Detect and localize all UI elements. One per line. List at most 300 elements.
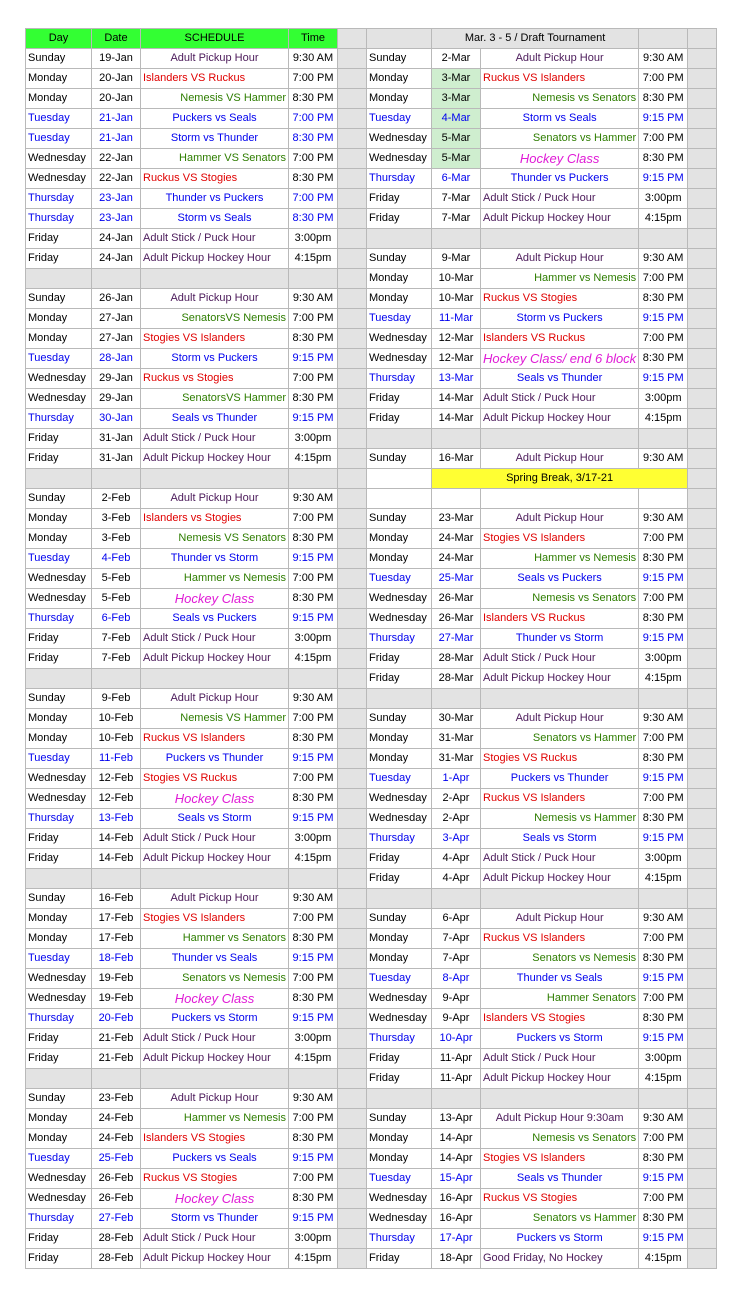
schedule-row — [26, 969, 717, 989]
schedule-row — [26, 1149, 717, 1169]
gap-cell — [688, 189, 717, 209]
gap-cell — [338, 389, 367, 409]
event-cell: Puckers vs Thunder — [481, 769, 639, 789]
time-cell: 7:00 PM — [289, 1109, 338, 1129]
gap-cell — [688, 629, 717, 649]
date-cell: 22-Jan — [92, 149, 141, 169]
schedule-row — [26, 1029, 717, 1049]
time-cell: 8:30 PM — [289, 389, 338, 409]
schedule-row — [26, 689, 717, 709]
gap-cell — [688, 229, 717, 249]
schedule-row — [26, 1009, 717, 1029]
day-cell: Wednesday — [367, 989, 432, 1009]
time-cell: 3:00pm — [289, 429, 338, 449]
time-cell: 4:15pm — [289, 1249, 338, 1269]
day-cell: Friday — [367, 649, 432, 669]
day-cell: Sunday — [367, 909, 432, 929]
day-cell: Sunday — [26, 489, 92, 509]
day-cell: Tuesday — [26, 109, 92, 129]
time-cell: 3:00pm — [289, 829, 338, 849]
gap-cell — [688, 269, 717, 289]
time-cell: 7:00 PM — [289, 569, 338, 589]
schedule-row — [26, 1089, 717, 1109]
date-cell: 30-Mar — [432, 709, 481, 729]
time-cell: 7:00 PM — [639, 929, 688, 949]
date-cell: 11-Mar — [432, 309, 481, 329]
event-cell: Hockey Class — [141, 989, 289, 1009]
gap-cell — [688, 329, 717, 349]
schedule-row — [26, 1049, 717, 1069]
date-cell: 5-Feb — [92, 569, 141, 589]
gap-cell — [338, 1149, 367, 1169]
time-cell: 9:15 PM — [289, 549, 338, 569]
blank-cell — [367, 429, 432, 449]
date-cell: 3-Feb — [92, 529, 141, 549]
blank-cell — [289, 1069, 338, 1089]
event-cell: Adult Stick / Puck Hour — [481, 1049, 639, 1069]
event-cell: Adult Pickup Hour — [481, 709, 639, 729]
event-cell: Adult Pickup Hockey Hour — [481, 669, 639, 689]
day-cell: Friday — [26, 629, 92, 649]
day-cell: Friday — [367, 189, 432, 209]
schedule-row — [26, 49, 717, 69]
gap-cell — [338, 1209, 367, 1229]
event-cell: Puckers vs Storm — [141, 1009, 289, 1029]
event-cell: Seals vs Puckers — [141, 609, 289, 629]
event-cell: Senators vs Hammer — [481, 1209, 639, 1229]
date-cell: 2-Feb — [92, 489, 141, 509]
schedule-row — [26, 869, 717, 889]
gap-cell — [338, 189, 367, 209]
date-cell: 31-Jan — [92, 449, 141, 469]
date-cell: 24-Feb — [92, 1129, 141, 1149]
schedule-row — [26, 729, 717, 749]
schedule-row — [26, 709, 717, 729]
date-cell: 28-Mar — [432, 649, 481, 669]
schedule-row — [26, 549, 717, 569]
header-date: Date — [92, 29, 141, 49]
event-cell: Senators vs Nemesis — [481, 949, 639, 969]
time-cell: 3:00pm — [639, 849, 688, 869]
date-cell: 7-Feb — [92, 649, 141, 669]
event-cell: Hammer vs Nemesis — [481, 549, 639, 569]
date-cell: 2-Apr — [432, 789, 481, 809]
event-cell: Hockey Class — [481, 149, 639, 169]
gap-cell — [338, 829, 367, 849]
gap-cell — [338, 149, 367, 169]
blank-cell — [92, 469, 141, 489]
time-cell: 9:15 PM — [639, 769, 688, 789]
event-cell: Hammer vs Nemesis — [141, 569, 289, 589]
gap-cell — [688, 929, 717, 949]
time-cell: 8:30 PM — [289, 729, 338, 749]
schedule-row — [26, 269, 717, 289]
date-cell: 28-Mar — [432, 669, 481, 689]
gap-cell — [688, 1109, 717, 1129]
date-cell: 10-Feb — [92, 729, 141, 749]
gap-cell — [338, 569, 367, 589]
time-cell: 8:30 PM — [289, 89, 338, 109]
event-cell: Hammer vs Nemesis — [141, 1109, 289, 1129]
day-cell: Monday — [367, 929, 432, 949]
day-cell: Wednesday — [26, 389, 92, 409]
time-cell: 9:30 AM — [639, 709, 688, 729]
schedule-row — [26, 769, 717, 789]
day-cell: Monday — [26, 1129, 92, 1149]
time-cell: 9:15 PM — [639, 1169, 688, 1189]
day-cell: Wednesday — [26, 1189, 92, 1209]
date-cell: 30-Jan — [92, 409, 141, 429]
date-cell: 9-Apr — [432, 1009, 481, 1029]
time-cell: 8:30 PM — [289, 329, 338, 349]
gap-cell — [338, 249, 367, 269]
day-cell: Friday — [26, 1029, 92, 1049]
schedule-row — [26, 229, 717, 249]
event-cell: Hockey Class/ end 6 block — [481, 349, 639, 369]
day-cell: Wednesday — [367, 329, 432, 349]
event-cell: Hammer VS Senators — [141, 149, 289, 169]
time-cell: 9:15 PM — [289, 809, 338, 829]
time-cell: 7:00 PM — [289, 149, 338, 169]
gap-cell — [338, 1249, 367, 1269]
event-cell: Adult Pickup Hour — [481, 449, 639, 469]
gap-cell — [688, 649, 717, 669]
gap-cell — [688, 309, 717, 329]
event-cell: Adult Pickup Hockey Hour — [141, 1249, 289, 1269]
time-cell: 9:15 PM — [289, 949, 338, 969]
day-cell: Monday — [26, 509, 92, 529]
date-cell: 13-Feb — [92, 809, 141, 829]
schedule-row — [26, 789, 717, 809]
date-cell: 6-Feb — [92, 609, 141, 629]
time-cell: 8:30 PM — [639, 1009, 688, 1029]
date-cell: 21-Jan — [92, 109, 141, 129]
gap-cell — [338, 669, 367, 689]
gap-cell — [688, 969, 717, 989]
blank-cell — [26, 869, 92, 889]
day-cell: Wednesday — [367, 1209, 432, 1229]
event-cell: Adult Pickup Hour — [481, 509, 639, 529]
event-cell: Adult Pickup Hockey Hour — [141, 1049, 289, 1069]
gap-cell — [688, 689, 717, 709]
event-cell: Adult Pickup Hour — [141, 889, 289, 909]
day-cell: Wednesday — [367, 1009, 432, 1029]
gap-cell — [338, 709, 367, 729]
gap-cell — [338, 929, 367, 949]
day-cell: Tuesday — [367, 969, 432, 989]
date-cell: 28-Feb — [92, 1229, 141, 1249]
gap-cell — [338, 889, 367, 909]
event-cell: Hammer vs Nemesis — [481, 269, 639, 289]
schedule-row — [26, 1189, 717, 1209]
day-cell: Thursday — [367, 369, 432, 389]
date-cell: 3-Mar — [432, 89, 481, 109]
gap-cell — [688, 389, 717, 409]
time-cell: 8:30 PM — [639, 1209, 688, 1229]
time-cell: 3:00pm — [289, 1229, 338, 1249]
gap-cell — [338, 1069, 367, 1089]
time-cell: 9:15 PM — [639, 109, 688, 129]
day-cell: Wednesday — [26, 169, 92, 189]
date-cell: 26-Feb — [92, 1169, 141, 1189]
event-cell: Stogies VS Ruckus — [481, 749, 639, 769]
gap-cell — [688, 909, 717, 929]
time-cell: 8:30 PM — [289, 209, 338, 229]
date-cell: 15-Apr — [432, 1169, 481, 1189]
date-cell: 23-Jan — [92, 209, 141, 229]
day-cell: Sunday — [26, 889, 92, 909]
blank-cell — [432, 1089, 481, 1109]
time-cell: 8:30 PM — [639, 749, 688, 769]
time-cell: 7:00 PM — [639, 129, 688, 149]
time-cell: 8:30 PM — [289, 169, 338, 189]
schedule-row — [26, 589, 717, 609]
time-cell: 7:00 PM — [289, 969, 338, 989]
gap-cell — [338, 969, 367, 989]
gap-cell — [688, 1049, 717, 1069]
gap-cell — [338, 449, 367, 469]
time-cell: 7:00 PM — [639, 1189, 688, 1209]
blank-cell — [367, 689, 432, 709]
gap-cell — [688, 529, 717, 549]
event-cell: Adult Stick / Puck Hour — [141, 1029, 289, 1049]
time-cell: 7:00 PM — [639, 789, 688, 809]
gap-cell — [688, 1209, 717, 1229]
header-row — [26, 29, 717, 49]
day-cell: Wednesday — [26, 569, 92, 589]
blank-cell — [92, 669, 141, 689]
schedule-row — [26, 349, 717, 369]
day-cell: Thursday — [367, 629, 432, 649]
time-cell: 7:00 PM — [289, 309, 338, 329]
blank-cell — [92, 1069, 141, 1089]
day-cell: Monday — [367, 69, 432, 89]
gap-cell — [338, 629, 367, 649]
date-cell: 19-Feb — [92, 989, 141, 1009]
date-cell: 14-Mar — [432, 389, 481, 409]
event-cell: Adult Pickup Hour — [141, 49, 289, 69]
gap-cell — [338, 729, 367, 749]
time-cell: 9:15 PM — [289, 1149, 338, 1169]
event-cell: Adult Pickup Hockey Hour — [481, 1069, 639, 1089]
gap-cell — [688, 1169, 717, 1189]
gap-cell — [338, 509, 367, 529]
header-schedule: SCHEDULE — [141, 29, 289, 49]
gap-cell — [688, 69, 717, 89]
gap-cell — [688, 1069, 717, 1089]
gap-cell — [688, 549, 717, 569]
gap-cell — [338, 1029, 367, 1049]
schedule-row — [26, 829, 717, 849]
day-cell: Monday — [367, 289, 432, 309]
time-cell: 7:00 PM — [289, 909, 338, 929]
day-cell: Tuesday — [26, 1149, 92, 1169]
blank-cell — [367, 489, 432, 509]
date-cell: 21-Jan — [92, 129, 141, 149]
time-cell: 9:30 AM — [289, 1089, 338, 1109]
day-cell: Wednesday — [367, 349, 432, 369]
event-cell: Thunder vs Storm — [481, 629, 639, 649]
gap-cell — [688, 709, 717, 729]
time-cell: 7:00 PM — [289, 509, 338, 529]
gap-cell — [338, 1129, 367, 1149]
schedule-row — [26, 949, 717, 969]
date-cell: 20-Jan — [92, 89, 141, 109]
event-cell: Ruckus VS Stogies — [141, 169, 289, 189]
date-cell: 19-Feb — [92, 969, 141, 989]
day-cell: Thursday — [26, 209, 92, 229]
day-cell: Friday — [26, 429, 92, 449]
gap-cell — [338, 989, 367, 1009]
day-cell: Tuesday — [26, 129, 92, 149]
blank-cell — [26, 669, 92, 689]
day-cell: Wednesday — [26, 369, 92, 389]
date-cell: 10-Mar — [432, 289, 481, 309]
event-cell: Adult Pickup Hour — [481, 909, 639, 929]
time-cell: 8:30 PM — [289, 1129, 338, 1149]
date-cell: 3-Mar — [432, 69, 481, 89]
schedule-table — [25, 28, 717, 1269]
day-cell: Thursday — [367, 169, 432, 189]
event-cell: Thunder vs Storm — [141, 549, 289, 569]
schedule-row — [26, 309, 717, 329]
blank-cell — [432, 429, 481, 449]
gap-cell — [338, 49, 367, 69]
day-cell: Monday — [367, 749, 432, 769]
day-cell: Thursday — [367, 829, 432, 849]
day-cell: Thursday — [367, 1229, 432, 1249]
day-cell: Thursday — [26, 409, 92, 429]
event-cell: Ruckus VS Islanders — [481, 69, 639, 89]
event-cell: Adult Stick / Puck Hour — [141, 1229, 289, 1249]
gap-cell — [338, 129, 367, 149]
schedule-row — [26, 649, 717, 669]
schedule-row — [26, 1109, 717, 1129]
time-cell: 8:30 PM — [289, 789, 338, 809]
gap-cell — [688, 149, 717, 169]
time-cell: 9:15 PM — [639, 1029, 688, 1049]
time-cell: 7:00 PM — [639, 269, 688, 289]
gap-cell — [688, 589, 717, 609]
date-cell: 16-Apr — [432, 1189, 481, 1209]
gap-cell — [338, 1009, 367, 1029]
time-cell: 9:15 PM — [289, 349, 338, 369]
date-cell: 12-Feb — [92, 789, 141, 809]
gap-cell — [338, 229, 367, 249]
schedule-row — [26, 89, 717, 109]
time-cell: 8:30 PM — [639, 609, 688, 629]
date-cell: 24-Jan — [92, 229, 141, 249]
date-cell: 6-Apr — [432, 909, 481, 929]
day-cell: Tuesday — [26, 349, 92, 369]
schedule-row — [26, 849, 717, 869]
blank-cell — [141, 869, 289, 889]
event-cell: Nemesis VS Hammer — [141, 89, 289, 109]
date-cell: 11-Apr — [432, 1049, 481, 1069]
date-cell: 10-Feb — [92, 709, 141, 729]
date-cell: 31-Jan — [92, 429, 141, 449]
gap-cell — [338, 689, 367, 709]
event-cell: Adult Stick / Puck Hour — [481, 849, 639, 869]
gap-cell — [688, 1089, 717, 1109]
date-cell: 17-Apr — [432, 1229, 481, 1249]
date-cell: 14-Feb — [92, 849, 141, 869]
gap-cell — [338, 29, 367, 49]
gap-cell — [688, 289, 717, 309]
time-cell: 9:15 PM — [289, 749, 338, 769]
schedule-row — [26, 429, 717, 449]
gap-cell — [688, 1249, 717, 1269]
day-cell: Wednesday — [367, 149, 432, 169]
date-cell: 21-Feb — [92, 1049, 141, 1069]
schedule-row — [26, 209, 717, 229]
time-cell: 4:15pm — [639, 669, 688, 689]
time-cell: 9:15 PM — [639, 829, 688, 849]
event-cell: Thunder vs Puckers — [481, 169, 639, 189]
event-cell: Islanders VS Stogies — [481, 1009, 639, 1029]
event-cell: Adult Pickup Hour — [141, 489, 289, 509]
date-cell: 1-Apr — [432, 769, 481, 789]
blank-cell — [432, 889, 481, 909]
gap-cell — [688, 1189, 717, 1209]
day-cell: Friday — [26, 229, 92, 249]
schedule-row — [26, 409, 717, 429]
event-cell: Seals vs Thunder — [141, 409, 289, 429]
gap-cell — [338, 289, 367, 309]
time-cell: 4:15pm — [639, 1249, 688, 1269]
date-cell: 8-Apr — [432, 969, 481, 989]
day-cell: Wednesday — [26, 789, 92, 809]
day-cell: Wednesday — [367, 589, 432, 609]
gap-cell — [338, 609, 367, 629]
event-cell: Hockey Class — [141, 589, 289, 609]
gap-cell — [688, 1229, 717, 1249]
time-cell: 7:00 PM — [639, 329, 688, 349]
day-cell: Monday — [26, 529, 92, 549]
time-cell: 4:15pm — [289, 649, 338, 669]
date-cell: 2-Mar — [432, 49, 481, 69]
time-cell: 8:30 PM — [289, 1189, 338, 1209]
day-cell: Wednesday — [26, 149, 92, 169]
time-cell: 3:00pm — [639, 1049, 688, 1069]
time-cell: 8:30 PM — [639, 149, 688, 169]
event-cell: Ruckus VS Islanders — [481, 929, 639, 949]
event-cell: Ruckus VS Islanders — [481, 789, 639, 809]
day-cell: Friday — [367, 669, 432, 689]
date-cell: 24-Mar — [432, 529, 481, 549]
blank-cell — [639, 1089, 688, 1109]
time-cell: 3:00pm — [289, 629, 338, 649]
day-cell: Sunday — [367, 509, 432, 529]
event-cell: Adult Pickup Hour 9:30am — [481, 1109, 639, 1129]
event-cell: Stogies VS Islanders — [481, 1149, 639, 1169]
blank-cell — [367, 229, 432, 249]
gap-cell — [688, 769, 717, 789]
date-cell: 3-Feb — [92, 509, 141, 529]
date-cell: 24-Jan — [92, 249, 141, 269]
time-cell: 9:30 AM — [639, 449, 688, 469]
event-cell: Adult Pickup Hockey Hour — [481, 209, 639, 229]
gap-cell — [338, 409, 367, 429]
time-cell: 4:15pm — [639, 209, 688, 229]
blank-cell — [141, 669, 289, 689]
day-cell: Monday — [367, 1129, 432, 1149]
event-cell: Nemesis vs Senators — [481, 1129, 639, 1149]
date-cell: 28-Feb — [92, 1249, 141, 1269]
day-cell: Wednesday — [26, 989, 92, 1009]
date-cell: 2-Apr — [432, 809, 481, 829]
time-cell: 9:15 PM — [289, 1209, 338, 1229]
